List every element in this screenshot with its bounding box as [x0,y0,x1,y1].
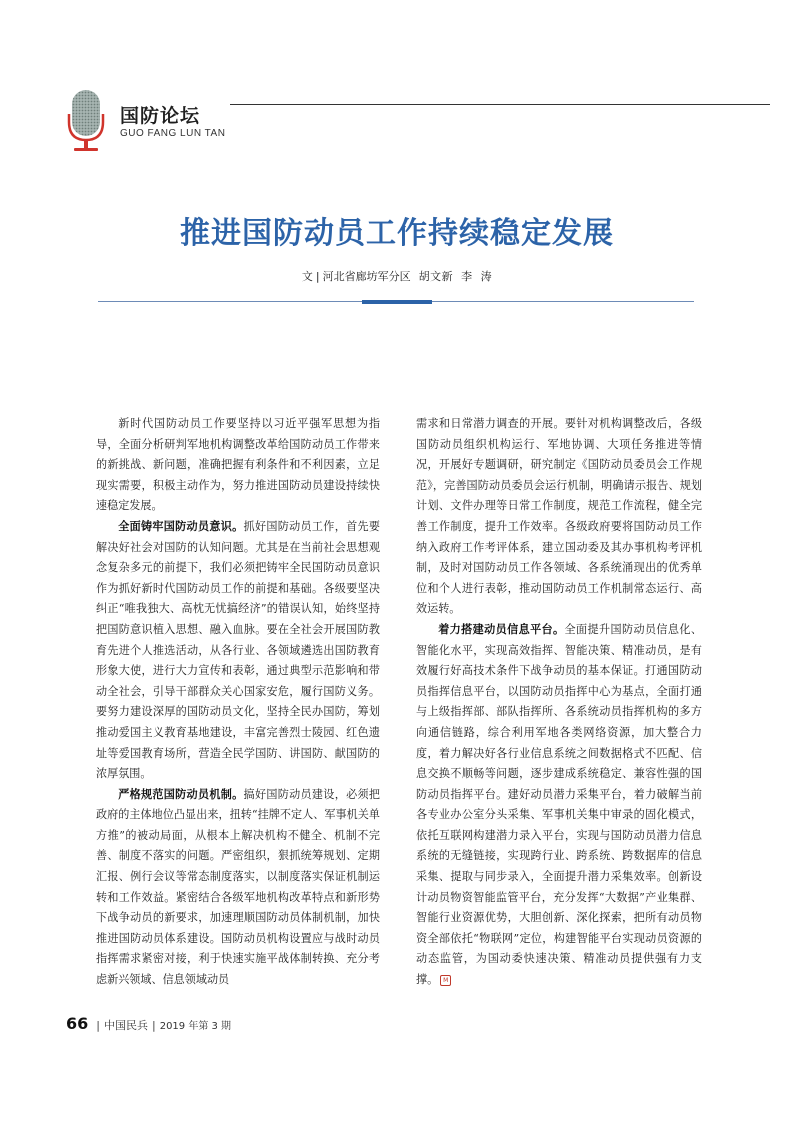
page-number: 66 [66,1014,89,1033]
microphone-icon [66,88,106,154]
paragraph-body: 搞好国防动员建设，必须把政府的主体地位凸显出来，扭转“挂牌不定人、军事机关单方推”的被动局面，从根本上解决机构不健全、机制不完善、制度不落实的问题。严密组织，狠抓统筹规划、定期汇报、例行会议等常态制度落实，以制度落实保证机制运转和工作效益。紧密结合各级军地机构改革特点和新形势下战争动员的新要求，加速理顺国防动员体制机制，加快推进国防动员体系建设。国防动员机构设置应与战时动员指挥需求紧密对接，利于快速实施平战体制转换、充分考虑新兴领域、信息领域动员 [96,787,380,987]
paragraph [96,517,380,785]
paragraph-body: 全面提升国防动员信息化、智能化水平，实现高效指挥、智能决策、精准动员，是有效履行好高技术条件下战争动员的基本保证。打通国防动员指挥信息平台，以国防动员指挥中心为基点，全面打通与上级指挥部、部队指挥所、各系统动员指挥机构的多方向通信链路，综合利用军地各类网络资源，加大整合力度，着力解决好各行业信息系统之间数据格式不匹配、信息交换不顺畅等问题，逐步建成系统稳定、兼容性强的国防动员指挥平台。建好动员潜力采集平台，着力破解当前各专业办公室分头采集、军事机关集中审录的固化模式，依托互联网构建潜力录入平台，实现与国防动员潜力信息系统的无缝链接，实现跨行业、跨系统、跨数据库的信息采集、提取与同步录入，全面提升潜力采集效率。创新设计动员物资智能监管平台，充分发挥“大数据”产业集群、智能行业资源优势，大胆创新、深化探索，把所有动员物资全部依托“物联网”定位，构建智能平台实现动员资源的动态监管，为国动委快速决策、精准动员提供强有力支撑。 [416,622,702,987]
paragraph: 新时代国防动员工作要坚持以习近平强军思想为指导，全面分析研判军地机构调整改革给国防动员工作带来的新挑战、新问题，准确把握有利条件和不利因素，立足现实需要，积极主动作为，努力推进国防动员建设持续快速稳定发展。 [96,417,380,513]
paragraph-lead: 严格规范国防动员机制。 [118,787,244,801]
title-rule-accent [362,300,432,304]
header-rule [230,104,770,105]
footer-divider: | [151,1019,156,1032]
article-title: 推进国防动员工作持续稳定发展 [180,216,614,251]
paragraph-lead: 全面铸牢国防动员意识。 [118,519,244,533]
byline-org: 河北省廊坊军分区 [322,270,411,283]
section-subtitle: GUO FANG LUN TAN [120,128,226,139]
paragraph [96,785,380,991]
page-footer [66,1014,231,1033]
issue-label: 2019 年第 3 期 [159,1021,232,1032]
paragraph [416,620,702,991]
paragraph-body: 抓好国防动员工作，首先要解决好社会对国防的认知问题。尤其是在当前社会思想观念复杂多元的前提下，我们必须把铸牢全民国防动员意识作为抓好新时代国防动员工作的前提和基础。各级要坚决纠正“唯我独大、高枕无忧搞经济”的错误认知，始终坚持把国防意识植入思想、融入血脉。要在全社会开展国防教育先进个人推选活动，从各行业、各领域遴选出国防教育形象大使，进行大力宣传和表彰，通过典型示范影响和带动全社会，引导干部群众关心国家安危，履行国防义务。要努力建设深厚的国防动员文化，坚持全民办国防，筹划推动爱国主义教育基地建设，丰富完善烈士陵园、红色遗址等爱国教育场所，营造全民学国防、讲国防、献国防的浓厚氛围。 [96,519,380,781]
magazine-name: 中国民兵 [103,1019,148,1032]
byline-divider: | [315,270,320,283]
end-mark-icon: M [440,975,451,986]
byline-author: 李 涛 [461,270,493,283]
paragraph-lead: 着力搭建动员信息平台。 [438,622,565,636]
footer-divider: | [96,1019,100,1032]
byline [0,268,794,284]
byline-prefix: 文 [301,270,313,283]
left-column [96,414,380,991]
paragraph: 需求和日常潜力调查的开展。要针对机构调整改后，各级国防动员组织机构运行、军地协调、大项任务推进等情况，开展好专题调研，研究制定《国防动员委员会工作规范》，完善国防动员委员会运行机制，明确请示报告、规划计划、文件办理等日常工作制度，规范工作流程，健全完善工作制度，提升工作效率。各级政府要将国防动员工作纳入政府工作考评体系，建立国动委及其办事机构考评机制，及时对国防动员工作各领域、各系统涌现出的优秀单位和个人进行表彰，推动国防动员工作机制常态运行、高效运转。 [416,417,702,616]
byline-author: 胡文新 [418,270,454,283]
right-column [416,414,702,991]
section-title: 国防论坛 [120,105,201,127]
